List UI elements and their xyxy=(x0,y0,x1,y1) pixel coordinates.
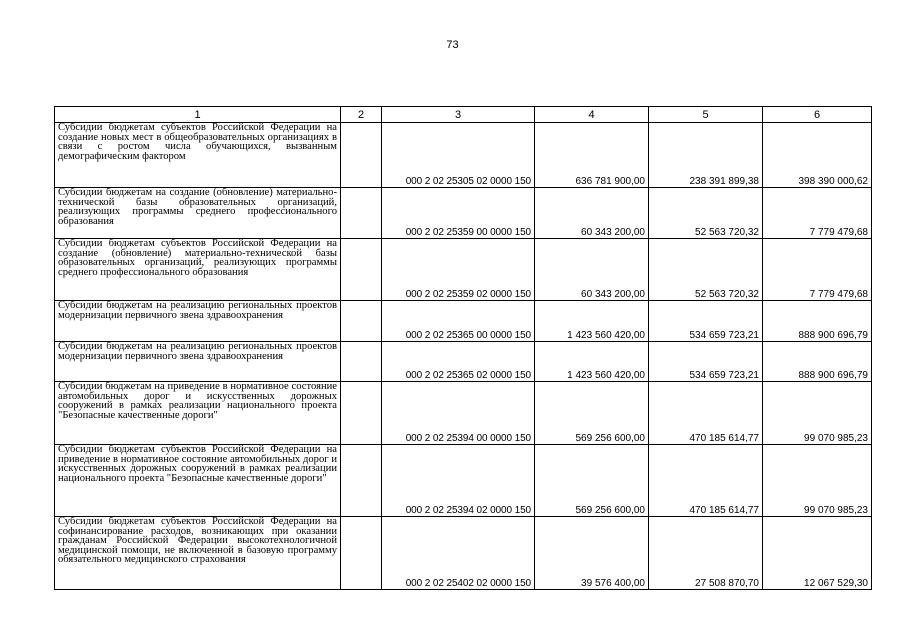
row-col2 xyxy=(341,517,382,590)
row-name: Субсидии бюджетам субъектов Российской Федерации на создание новых мест в общеобразовательных организациях в связи с ростом числа обучающихся, вызванным демографическим фактором xyxy=(55,123,341,188)
row-value-5: 27 508 870,70 xyxy=(649,517,763,590)
row-name: Субсидии бюджетам субъектов Российской Федерации на софинансирование расходов, возникающих при оказании гражданам Российской Федерации высокотехнологичной медицинской помощи, не включенной в базовую программу обязательного медицинского страхования xyxy=(55,517,341,590)
row-value-6: 7 779 479,68 xyxy=(763,239,872,301)
row-value-5: 470 185 614,77 xyxy=(649,445,763,517)
row-name: Субсидии бюджетам субъектов Российской Федерации на приведение в нормативное состояние автомобильных дорог и искусственных дорожных сооружений в рамках реализации национального проекта "Безопасные качественные дороги" xyxy=(55,445,341,517)
row-value-4: 569 256 600,00 xyxy=(535,445,649,517)
row-value-6: 398 390 000,62 xyxy=(763,123,872,188)
budget-table xyxy=(54,106,872,590)
row-col2 xyxy=(341,342,382,382)
row-code: 000 2 02 25394 00 0000 150 xyxy=(382,382,535,445)
row-col2 xyxy=(341,123,382,188)
header-col-3: 3 xyxy=(382,107,535,123)
header-row xyxy=(55,107,872,123)
row-name: Субсидии бюджетам на реализацию региональных проектов модернизации первичного звена здравоохранения xyxy=(55,301,341,342)
row-code: 000 2 02 25365 00 0000 150 xyxy=(382,301,535,342)
row-name: Субсидии бюджетам субъектов Российской Федерации на создание (обновление) материально-технической базы образовательных организаций, реализующих программы среднего профессионального образования xyxy=(55,239,341,301)
row-value-5: 470 185 614,77 xyxy=(649,382,763,445)
row-code: 000 2 02 25365 02 0000 150 xyxy=(382,342,535,382)
table-row xyxy=(55,342,872,382)
table-row xyxy=(55,517,872,590)
row-col2 xyxy=(341,239,382,301)
header-col-5: 5 xyxy=(649,107,763,123)
table-row xyxy=(55,382,872,445)
row-code: 000 2 02 25305 02 0000 150 xyxy=(382,123,535,188)
header-col-2: 2 xyxy=(341,107,382,123)
row-value-5: 238 391 899,38 xyxy=(649,123,763,188)
row-value-4: 60 343 200,00 xyxy=(535,239,649,301)
row-value-6: 7 779 479,68 xyxy=(763,188,872,239)
row-value-4: 636 781 900,00 xyxy=(535,123,649,188)
header-col-1: 1 xyxy=(55,107,341,123)
row-value-6: 12 067 529,30 xyxy=(763,517,872,590)
row-code: 000 2 02 25402 02 0000 150 xyxy=(382,517,535,590)
header-col-6: 6 xyxy=(763,107,872,123)
table-row xyxy=(55,239,872,301)
page-number: 73 xyxy=(446,39,459,51)
header-col-4: 4 xyxy=(535,107,649,123)
row-value-5: 534 659 723,21 xyxy=(649,301,763,342)
row-value-6: 99 070 985,23 xyxy=(763,445,872,517)
row-name: Субсидии бюджетам на реализацию региональных проектов модернизации первичного звена здравоохранения xyxy=(55,342,341,382)
row-value-4: 60 343 200,00 xyxy=(535,188,649,239)
row-value-4: 1 423 560 420,00 xyxy=(535,301,649,342)
table-row xyxy=(55,123,872,188)
table-row xyxy=(55,301,872,342)
row-col2 xyxy=(341,445,382,517)
row-value-4: 1 423 560 420,00 xyxy=(535,342,649,382)
table-row xyxy=(55,188,872,239)
table-row xyxy=(55,445,872,517)
row-code: 000 2 02 25394 02 0000 150 xyxy=(382,445,535,517)
row-value-5: 534 659 723,21 xyxy=(649,342,763,382)
row-value-6: 99 070 985,23 xyxy=(763,382,872,445)
row-value-6: 888 900 696,79 xyxy=(763,301,872,342)
row-value-6: 888 900 696,79 xyxy=(763,342,872,382)
row-col2 xyxy=(341,382,382,445)
row-col2 xyxy=(341,188,382,239)
row-code: 000 2 02 25359 00 0000 150 xyxy=(382,188,535,239)
row-col2 xyxy=(341,301,382,342)
row-value-4: 39 576 400,00 xyxy=(535,517,649,590)
row-value-5: 52 563 720,32 xyxy=(649,188,763,239)
row-name: Субсидии бюджетам на создание (обновление) материально-технической базы образовательных организаций, реализующих программы среднего профессионального образования xyxy=(55,188,341,239)
row-value-5: 52 563 720,32 xyxy=(649,239,763,301)
row-code: 000 2 02 25359 02 0000 150 xyxy=(382,239,535,301)
row-name: Субсидии бюджетам на приведение в нормативное состояние автомобильных дорог и искусственных дорожных сооружений в рамках реализации национального проекта "Безопасные качественные дороги" xyxy=(55,382,341,445)
row-value-4: 569 256 600,00 xyxy=(535,382,649,445)
